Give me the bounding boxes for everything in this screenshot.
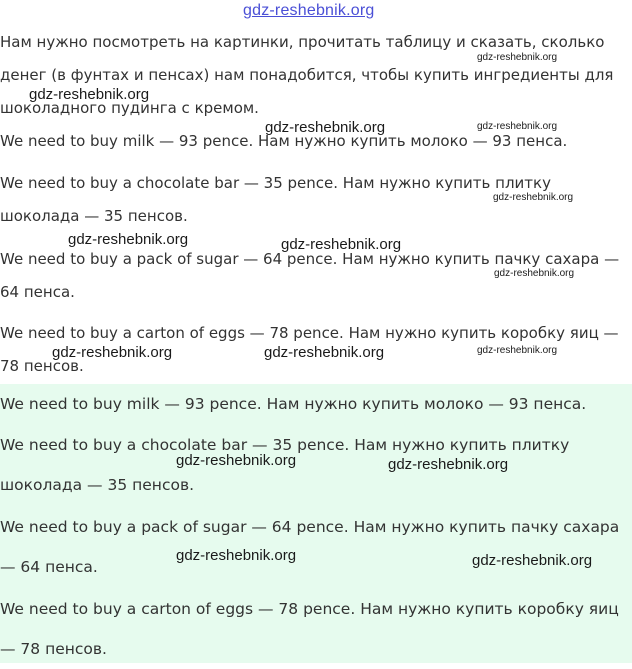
item-chocolate: We need to buy a chocolate bar — 35 pence. Нам нужно купить плитку шоколада — 35 пенсов. <box>0 174 551 225</box>
watermark: gdz-reshebnik.org <box>494 268 575 279</box>
watermark: gdz-reshebnik.org <box>264 344 385 361</box>
answer-sugar: We need to buy a pack of sugar — 64 pence. Нам нужно купить пачку сахара — 64 пенса. <box>0 518 620 576</box>
answer-milk: We need to buy milk — 93 pence. Нам нужно купить молоко — 93 пенса. <box>0 395 587 413</box>
watermark: gdz-reshebnik.org <box>52 344 173 361</box>
watermark: gdz-reshebnik.org <box>472 552 593 569</box>
answer-eggs: We need to buy a carton of eggs — 78 pence. Нам нужно купить коробку яиц — 78 пенсов. <box>0 600 619 658</box>
item-eggs: We need to buy a carton of eggs — 78 pence. Нам нужно купить коробку яиц — 78 пенсов. <box>0 324 619 375</box>
watermark: gdz-reshebnik.org <box>477 52 558 63</box>
answer-chocolate: We need to buy a chocolate bar — 35 pence. Нам нужно купить плитку шоколада — 35 пенсов. <box>0 436 570 494</box>
task-intro: Нам нужно посмотреть на картинки, прочитать таблицу и сказать, сколько денег (в фунтах и пенсах) нам понадобится, чтобы купить ингредиенты для шоколадного пудинга с кремом. <box>0 33 614 117</box>
watermark: gdz-reshebnik.org <box>68 231 189 248</box>
watermark: gdz-reshebnik.org <box>477 345 558 356</box>
item-milk: We need to buy milk — 93 pence. Нам нужно купить молоко — 93 пенса. <box>0 132 568 150</box>
watermark: gdz-reshebnik.org <box>29 86 150 103</box>
watermark: gdz-reshebnik.org <box>493 192 574 203</box>
answer-section <box>0 384 632 663</box>
watermark: gdz-reshebnik.org <box>265 119 386 136</box>
site-header-link[interactable]: gdz-reshebnik.org <box>243 2 375 19</box>
watermark: gdz-reshebnik.org <box>388 456 509 473</box>
watermark: gdz-reshebnik.org <box>477 121 558 132</box>
watermark: gdz-reshebnik.org <box>281 236 402 253</box>
watermark: gdz-reshebnik.org <box>176 452 297 469</box>
watermark: gdz-reshebnik.org <box>176 547 297 564</box>
item-sugar: We need to buy a pack of sugar — 64 pence. Нам нужно купить пачку сахара — 64 пенса. <box>0 250 620 301</box>
